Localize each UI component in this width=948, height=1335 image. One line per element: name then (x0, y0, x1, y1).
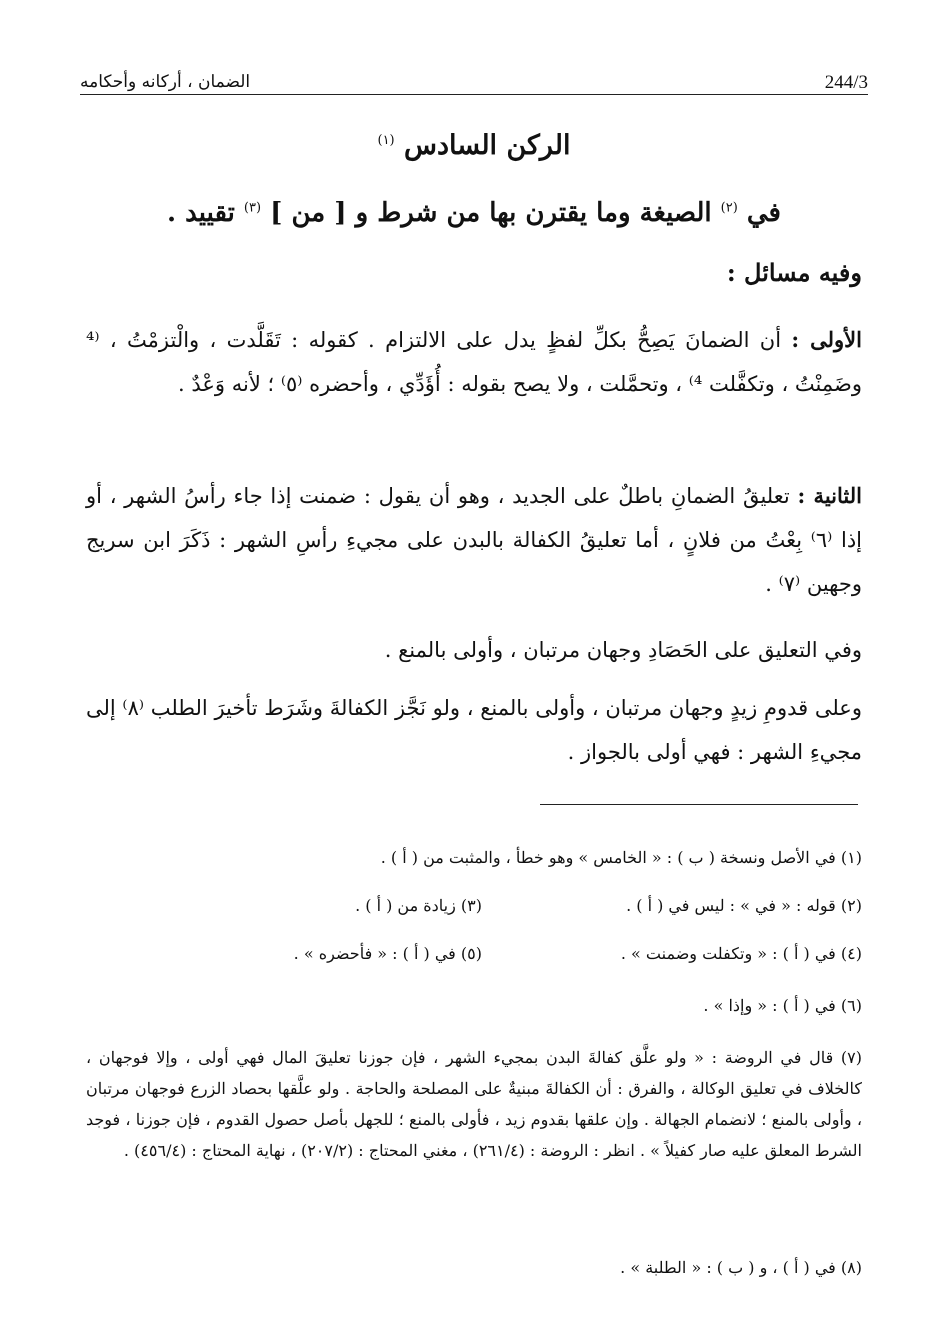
subtitle-part: في (746, 198, 781, 228)
footnote-row (86, 944, 862, 972)
chapter-title: الركن السادس (404, 130, 571, 161)
page-number: 244/3 (824, 72, 868, 93)
footnote-8: (٨) في ( أ ) ، و ( ب ) : « الطلبة » . (620, 1258, 862, 1277)
footnote-separator (540, 804, 858, 805)
chapter-subtitle (80, 198, 868, 228)
footnote-4: (٤) في ( أ ) : « وتكفلت وضمنت » . (620, 944, 862, 963)
subtitle-part: الصيغة وما يقترن بها من شرط و [ من ] (270, 198, 712, 228)
paragraph-text: أن الضمانَ يَصِحُّ بكلِّ لفظٍ يدل على الالتزام . كقوله : تَقَلَّدت ، والْتزمْتُ ، ⁽⁴ وضَمِنْتُ ، وتكفَّلت ⁴⁾ ، وتحمَّلت ، ولا يصح بقوله : أُؤَدِّي ، وأحضره ⁽٥⁾ ؛ لأنه وَعْدٌ . (86, 328, 862, 396)
footnote-3: (٣) زيادة من ( أ ) . (355, 896, 482, 915)
running-header (80, 72, 868, 94)
paragraph-text: وفي التعليق على الحَصَادِ وجهان مرتبان ، وأولى بالمنع . (384, 638, 862, 662)
paragraph-second (86, 474, 862, 606)
footnote-6: (٦) في ( أ ) : « وإذا » . (703, 996, 862, 1015)
paragraph-label: الأولى : (791, 327, 862, 352)
running-title: الضمان ، أركانه وأحكامه (80, 72, 251, 92)
footnote-ref: (١) (377, 133, 395, 148)
section-intro: وفيه مسائل : (726, 258, 862, 287)
paragraph-label: الثانية : (797, 483, 862, 508)
footnote-2: (٢) قوله : « في » : ليس في ( أ ) . (626, 896, 862, 915)
footnote-ref: (٢) (720, 200, 738, 216)
paragraph-text: وعلى قدومِ زيدٍ وجهان مرتبان ، وأولى بالمنع ، ولو نَجَّز الكفالةَ وشَرَط تأخيرَ الطلب ⁽٨⁾ إلى مجيءِ الشهر : فهي أولى بالجواز . (86, 696, 862, 764)
paragraph-third (86, 628, 862, 672)
footnote-5: (٥) في ( أ ) : « فأحضره » . (293, 944, 482, 963)
paragraph-first (86, 318, 862, 406)
paragraph-fourth (86, 686, 862, 774)
footnote-ref: (٣) (243, 200, 262, 216)
header-rule (80, 94, 868, 95)
paragraph-text: تعليقُ الضمانِ باطلٌ على الجديد ، وهو أن يقول : ضمنت إذا جاء رأسُ الشهر ، أو إذا ⁽٦⁾ بِعْتُ من فلانٍ ، أما تعليقُ الكفالة بالبدن على مجيءِ رأسِ الشهر : ذَكَرَ ابن سريج وجهين ⁽٧⁾ . (86, 484, 862, 596)
footnote-row (86, 896, 862, 924)
subtitle-part: تقييد . (167, 198, 235, 228)
chapter-heading (80, 130, 868, 161)
footnote-1: (١) في الأصل ونسخة ( ب ) : « الخامس » وهو خطأ ، والمثبت من ( أ ) . (380, 848, 862, 867)
footnote-7: (٧) قال في الروضة : « ولو علَّق كفالةَ البدن بمجيء الشهر ، فإن جوزنا تعليقَ المال فهي أولى ، وإلا فوجهان ، كالخلاف في تعليق الوكالة ، والفرق : أن الكفالةَ مبنيةٌ على المصلحة والحاجة . ولو علَّقها بحصاد الزرع فوجهان مرتبان ، وأولى بالمنع ؛ لانضمام الجهالة . وإن علقها بقدوم زيد ، فأولى بالمنع ؛ للجهل بأصل حصول القدوم ، فإن جوزنا ، فوجد الشرط المعلق عليه صار كفيلاً » . انظر : الروضة : (٢٦١/٤) ، مغني المحتاج : (٢٠٧/٢) ، نهاية المحتاج : (٤٥٦/٤) . (86, 1048, 863, 1160)
